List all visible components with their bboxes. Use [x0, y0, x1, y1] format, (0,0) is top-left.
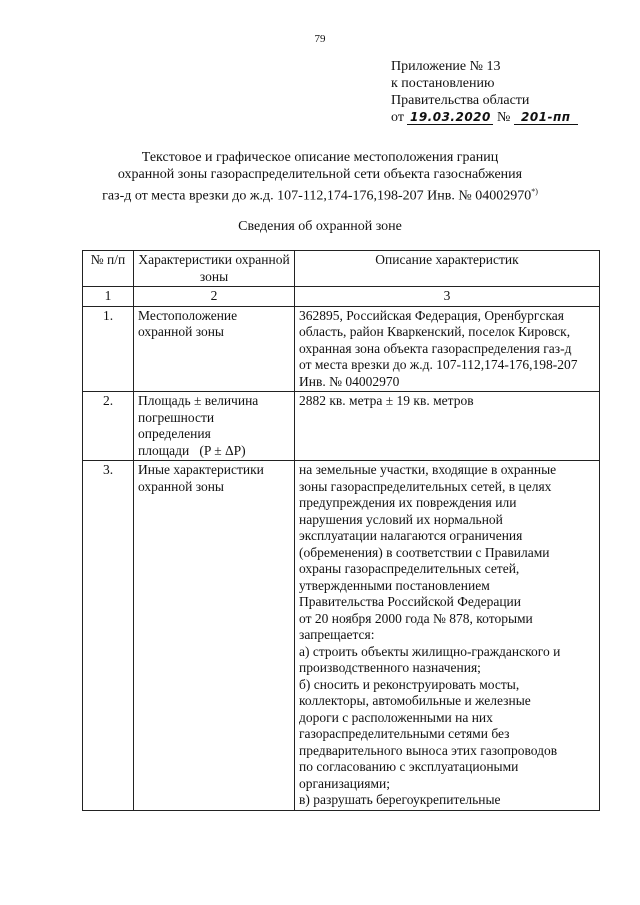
row-number: 1.: [83, 306, 134, 392]
title-line-3: газ-д от места врезки до ж.д. 107-112,174-176,198-207 Инв. № 04002970*): [102, 187, 538, 204]
header-description: Описание характеристик: [295, 251, 600, 287]
table-row: [83, 461, 600, 811]
column-number: 1: [83, 287, 134, 307]
characteristic-name: Местоположение охранной зоны: [134, 306, 295, 392]
page-number: 79: [314, 33, 326, 45]
characteristic-name: Иные характеристики охранной зоны: [134, 461, 295, 811]
section-title: Сведения об охранной зоне: [238, 219, 402, 234]
header-num: № п/п: [83, 251, 134, 287]
appendix-block: [391, 58, 578, 126]
header-characteristic: Характеристики охранной зоны: [134, 251, 295, 287]
characteristic-description: на земельные участки, входящие в охранные зоны газораспределительных сетей, в целях предупреждения их повреждения или нарушения условий их нормальной эксплуатации налагаются ограничения (обременения) в соответствии с Правилами охраны газораспределительных сетей, утвержденными постановлением Правительства Российской Федерации от 20 ноября 2000 года № 878, которыми запрещается: а) строить объекты жилищно-гражданского и производственного назначения; б) сносить и реконструировать мосты, коллекторы, автомобильные и железные дороги с расположенными на них газораспределительными сетями без предварительного выноса этих газопроводов по согласованию с эксплуатациоными организациями; в) разрушать берегоукрепительные: [295, 461, 600, 811]
characteristic-description: 2882 кв. метра ± 19 кв. метров: [295, 392, 600, 461]
handwritten-number: 201-пп: [514, 110, 578, 125]
column-number-row: [83, 287, 600, 307]
document-title: [60, 149, 580, 205]
column-number: 2: [134, 287, 295, 307]
table-header-row: [83, 251, 600, 287]
appendix-line-1: Приложение № 13: [391, 59, 501, 74]
row-number: 2.: [83, 392, 134, 461]
appendix-line-2: к постановлению: [391, 76, 495, 91]
table-row: [83, 306, 600, 392]
row-number: 3.: [83, 461, 134, 811]
appendix-date-line: [391, 109, 578, 126]
handwritten-date: 19.03.2020: [407, 110, 493, 125]
title-line-2: охранной зоны газораспределительной сети объекта газоснабжения: [117, 167, 523, 182]
table-row: [83, 392, 600, 461]
footnote-mark: *): [531, 187, 538, 196]
appendix-line-3: Правительства области: [391, 93, 530, 108]
characteristic-description: 362895, Российская Федерация, Оренбургская область, район Кваркенский, поселок Кировск, охранная зона объекта газораспределения газ-д от места врезки до ж.д. 107-112,174-176,198-207 Инв. № 04002970: [295, 306, 600, 392]
number-sign: №: [496, 110, 511, 125]
characteristic-name: Площадь ± величина погрешности определения площади (P ± ΔP): [134, 392, 295, 461]
title-line-1: Текстовое и графическое описание местоположения границ: [141, 150, 499, 165]
zone-info-table: [82, 250, 600, 811]
column-number: 3: [295, 287, 600, 307]
date-prefix: от: [391, 110, 404, 125]
